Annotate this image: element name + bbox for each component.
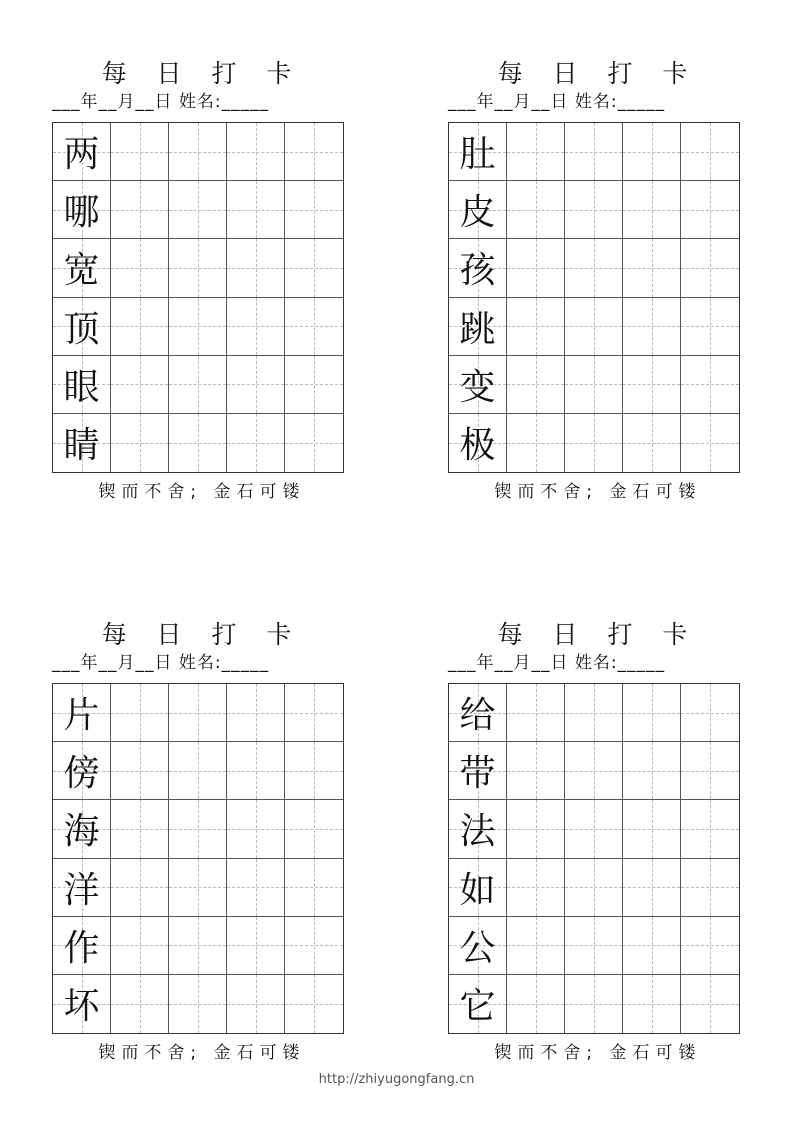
practice-cell[interactable]: [623, 684, 681, 742]
practice-cell[interactable]: [565, 742, 623, 800]
practice-cell[interactable]: [623, 859, 681, 917]
practice-cell[interactable]: [565, 181, 623, 239]
model-character: 宽: [63, 250, 100, 292]
model-char-cell: [449, 356, 507, 414]
practice-cell[interactable]: [623, 356, 681, 414]
practice-cell[interactable]: [111, 414, 169, 472]
practice-cell[interactable]: [169, 684, 227, 742]
practice-cell[interactable]: [507, 414, 565, 472]
model-character: 海: [63, 811, 100, 853]
practice-cell[interactable]: [285, 859, 343, 917]
model-char-cell: [449, 414, 507, 472]
card-title: 每 日 打 卡: [497, 620, 699, 649]
model-character: 带: [459, 753, 496, 795]
model-character: 作: [63, 927, 100, 969]
practice-cell[interactable]: [285, 356, 343, 414]
practice-cell[interactable]: [227, 123, 285, 181]
practice-cell[interactable]: [565, 859, 623, 917]
practice-cell[interactable]: [111, 123, 169, 181]
practice-cell[interactable]: [623, 414, 681, 472]
practice-cell[interactable]: [227, 298, 285, 356]
model-character: 眼: [63, 366, 100, 408]
practice-cell[interactable]: [565, 975, 623, 1033]
model-character: 跳: [459, 308, 496, 350]
model-character: 坏: [63, 986, 100, 1028]
model-char-cell: [53, 742, 111, 800]
model-character: 法: [459, 811, 496, 853]
model-char-cell: [53, 239, 111, 297]
model-character: 公: [459, 927, 496, 969]
model-char-cell: [449, 859, 507, 917]
card-title: 每 日 打 卡: [497, 59, 699, 88]
practice-cell[interactable]: [623, 975, 681, 1033]
practice-cell[interactable]: [227, 414, 285, 472]
model-character: 傍: [63, 753, 100, 795]
practice-cell[interactable]: [169, 298, 227, 356]
practice-cell[interactable]: [227, 684, 285, 742]
practice-cell[interactable]: [169, 181, 227, 239]
practice-cell[interactable]: [227, 742, 285, 800]
practice-cell[interactable]: [169, 859, 227, 917]
practice-cell[interactable]: [169, 917, 227, 975]
practice-cell[interactable]: [111, 975, 169, 1033]
practice-cell[interactable]: [169, 123, 227, 181]
model-character: 它: [459, 986, 496, 1028]
model-character: 哪: [63, 192, 100, 234]
practice-cell[interactable]: [507, 239, 565, 297]
practice-cell[interactable]: [565, 239, 623, 297]
practice-cell[interactable]: [565, 800, 623, 858]
practice-cell[interactable]: [507, 123, 565, 181]
practice-cell[interactable]: [681, 859, 739, 917]
practice-cell[interactable]: [565, 684, 623, 742]
model-char-cell: [53, 859, 111, 917]
practice-cell[interactable]: [111, 181, 169, 239]
model-char-cell: [449, 975, 507, 1033]
model-character: 皮: [459, 192, 496, 234]
practice-cell[interactable]: [285, 239, 343, 297]
practice-cell[interactable]: [681, 975, 739, 1033]
model-char-cell: [449, 917, 507, 975]
practice-cell[interactable]: [565, 356, 623, 414]
model-character: 肚: [459, 134, 496, 176]
practice-cell[interactable]: [623, 742, 681, 800]
practice-cell[interactable]: [681, 239, 739, 297]
practice-cell[interactable]: [681, 917, 739, 975]
practice-cell[interactable]: [169, 975, 227, 1033]
motto-text: 锲而不舍; 金石可镂: [494, 1043, 702, 1063]
model-char-cell: [449, 123, 507, 181]
model-character: 给: [459, 695, 496, 737]
date-name-line: ___年__月__日 姓名:_____: [52, 653, 270, 673]
practice-cell[interactable]: [623, 917, 681, 975]
practice-cell[interactable]: [507, 917, 565, 975]
model-character: 孩: [459, 250, 496, 292]
practice-cell[interactable]: [169, 742, 227, 800]
model-char-cell: [449, 684, 507, 742]
model-char-cell: [449, 742, 507, 800]
writing-grid: [448, 683, 740, 1034]
practice-cell[interactable]: [111, 684, 169, 742]
practice-cell[interactable]: [111, 742, 169, 800]
practice-cell[interactable]: [507, 181, 565, 239]
practice-cell[interactable]: [285, 917, 343, 975]
date-name-line: ___年__月__日 姓名:_____: [448, 653, 666, 673]
practice-cell[interactable]: [507, 800, 565, 858]
practice-cell[interactable]: [507, 975, 565, 1033]
model-character: 如: [459, 869, 496, 911]
practice-cell[interactable]: [111, 298, 169, 356]
model-char-cell: [449, 239, 507, 297]
date-name-line: ___年__月__日 姓名:_____: [448, 92, 666, 112]
model-char-cell: [53, 298, 111, 356]
practice-cell[interactable]: [227, 859, 285, 917]
practice-cell[interactable]: [169, 239, 227, 297]
practice-cell[interactable]: [565, 414, 623, 472]
practice-cell[interactable]: [623, 800, 681, 858]
practice-cell[interactable]: [169, 356, 227, 414]
practice-cell[interactable]: [681, 684, 739, 742]
practice-cell[interactable]: [565, 123, 623, 181]
practice-cell[interactable]: [623, 298, 681, 356]
model-char-cell: [53, 414, 111, 472]
practice-cell[interactable]: [507, 859, 565, 917]
practice-cell[interactable]: [285, 123, 343, 181]
practice-cell[interactable]: [565, 298, 623, 356]
practice-cell[interactable]: [623, 239, 681, 297]
motto-text: 锲而不舍; 金石可镂: [98, 1043, 306, 1063]
practice-cell[interactable]: [623, 181, 681, 239]
practice-cell[interactable]: [227, 800, 285, 858]
practice-cell[interactable]: [285, 742, 343, 800]
practice-cell[interactable]: [111, 859, 169, 917]
practice-cell[interactable]: [507, 298, 565, 356]
practice-cell[interactable]: [111, 239, 169, 297]
model-char-cell: [53, 356, 111, 414]
model-char-cell: [53, 684, 111, 742]
practice-cell[interactable]: [227, 356, 285, 414]
practice-cell[interactable]: [227, 181, 285, 239]
writing-grid: [52, 122, 344, 473]
footer-url: http://zhiyugongfang.cn: [318, 1072, 475, 1087]
practice-cell[interactable]: [111, 356, 169, 414]
card-title: 每 日 打 卡: [101, 59, 303, 88]
model-char-cell: [449, 181, 507, 239]
practice-cell[interactable]: [623, 123, 681, 181]
motto-text: 锲而不舍; 金石可镂: [494, 482, 702, 502]
practice-cell[interactable]: [681, 123, 739, 181]
practice-cell[interactable]: [565, 917, 623, 975]
practice-cell[interactable]: [285, 684, 343, 742]
practice-cell[interactable]: [169, 414, 227, 472]
practice-cell[interactable]: [285, 414, 343, 472]
model-char-cell: [53, 123, 111, 181]
card-title: 每 日 打 卡: [101, 620, 303, 649]
practice-cell[interactable]: [681, 181, 739, 239]
model-char-cell: [53, 917, 111, 975]
model-char-cell: [449, 800, 507, 858]
practice-cell[interactable]: [227, 239, 285, 297]
practice-cell[interactable]: [681, 800, 739, 858]
model-character: 极: [459, 425, 496, 467]
practice-cell[interactable]: [285, 298, 343, 356]
practice-cell[interactable]: [681, 414, 739, 472]
practice-cell[interactable]: [507, 356, 565, 414]
practice-cell[interactable]: [169, 800, 227, 858]
practice-cell[interactable]: [285, 975, 343, 1033]
model-char-cell: [53, 975, 111, 1033]
practice-cell[interactable]: [507, 684, 565, 742]
practice-cell[interactable]: [111, 800, 169, 858]
model-character: 变: [459, 366, 496, 408]
model-character: 洋: [63, 869, 100, 911]
practice-cell[interactable]: [227, 975, 285, 1033]
model-character: 顶: [63, 308, 100, 350]
practice-cell[interactable]: [681, 742, 739, 800]
practice-cell[interactable]: [285, 800, 343, 858]
date-name-line: ___年__月__日 姓名:_____: [52, 92, 270, 112]
model-character: 睛: [63, 425, 100, 467]
writing-grid: [448, 122, 740, 473]
model-character: 片: [63, 695, 100, 737]
model-character: 两: [63, 134, 100, 176]
practice-cell[interactable]: [227, 917, 285, 975]
model-char-cell: [449, 298, 507, 356]
motto-text: 锲而不舍; 金石可镂: [98, 482, 306, 502]
writing-grid: [52, 683, 344, 1034]
practice-cell[interactable]: [285, 181, 343, 239]
practice-cell[interactable]: [111, 917, 169, 975]
model-char-cell: [53, 800, 111, 858]
practice-cell[interactable]: [507, 742, 565, 800]
practice-cell[interactable]: [681, 356, 739, 414]
practice-cell[interactable]: [681, 298, 739, 356]
model-char-cell: [53, 181, 111, 239]
